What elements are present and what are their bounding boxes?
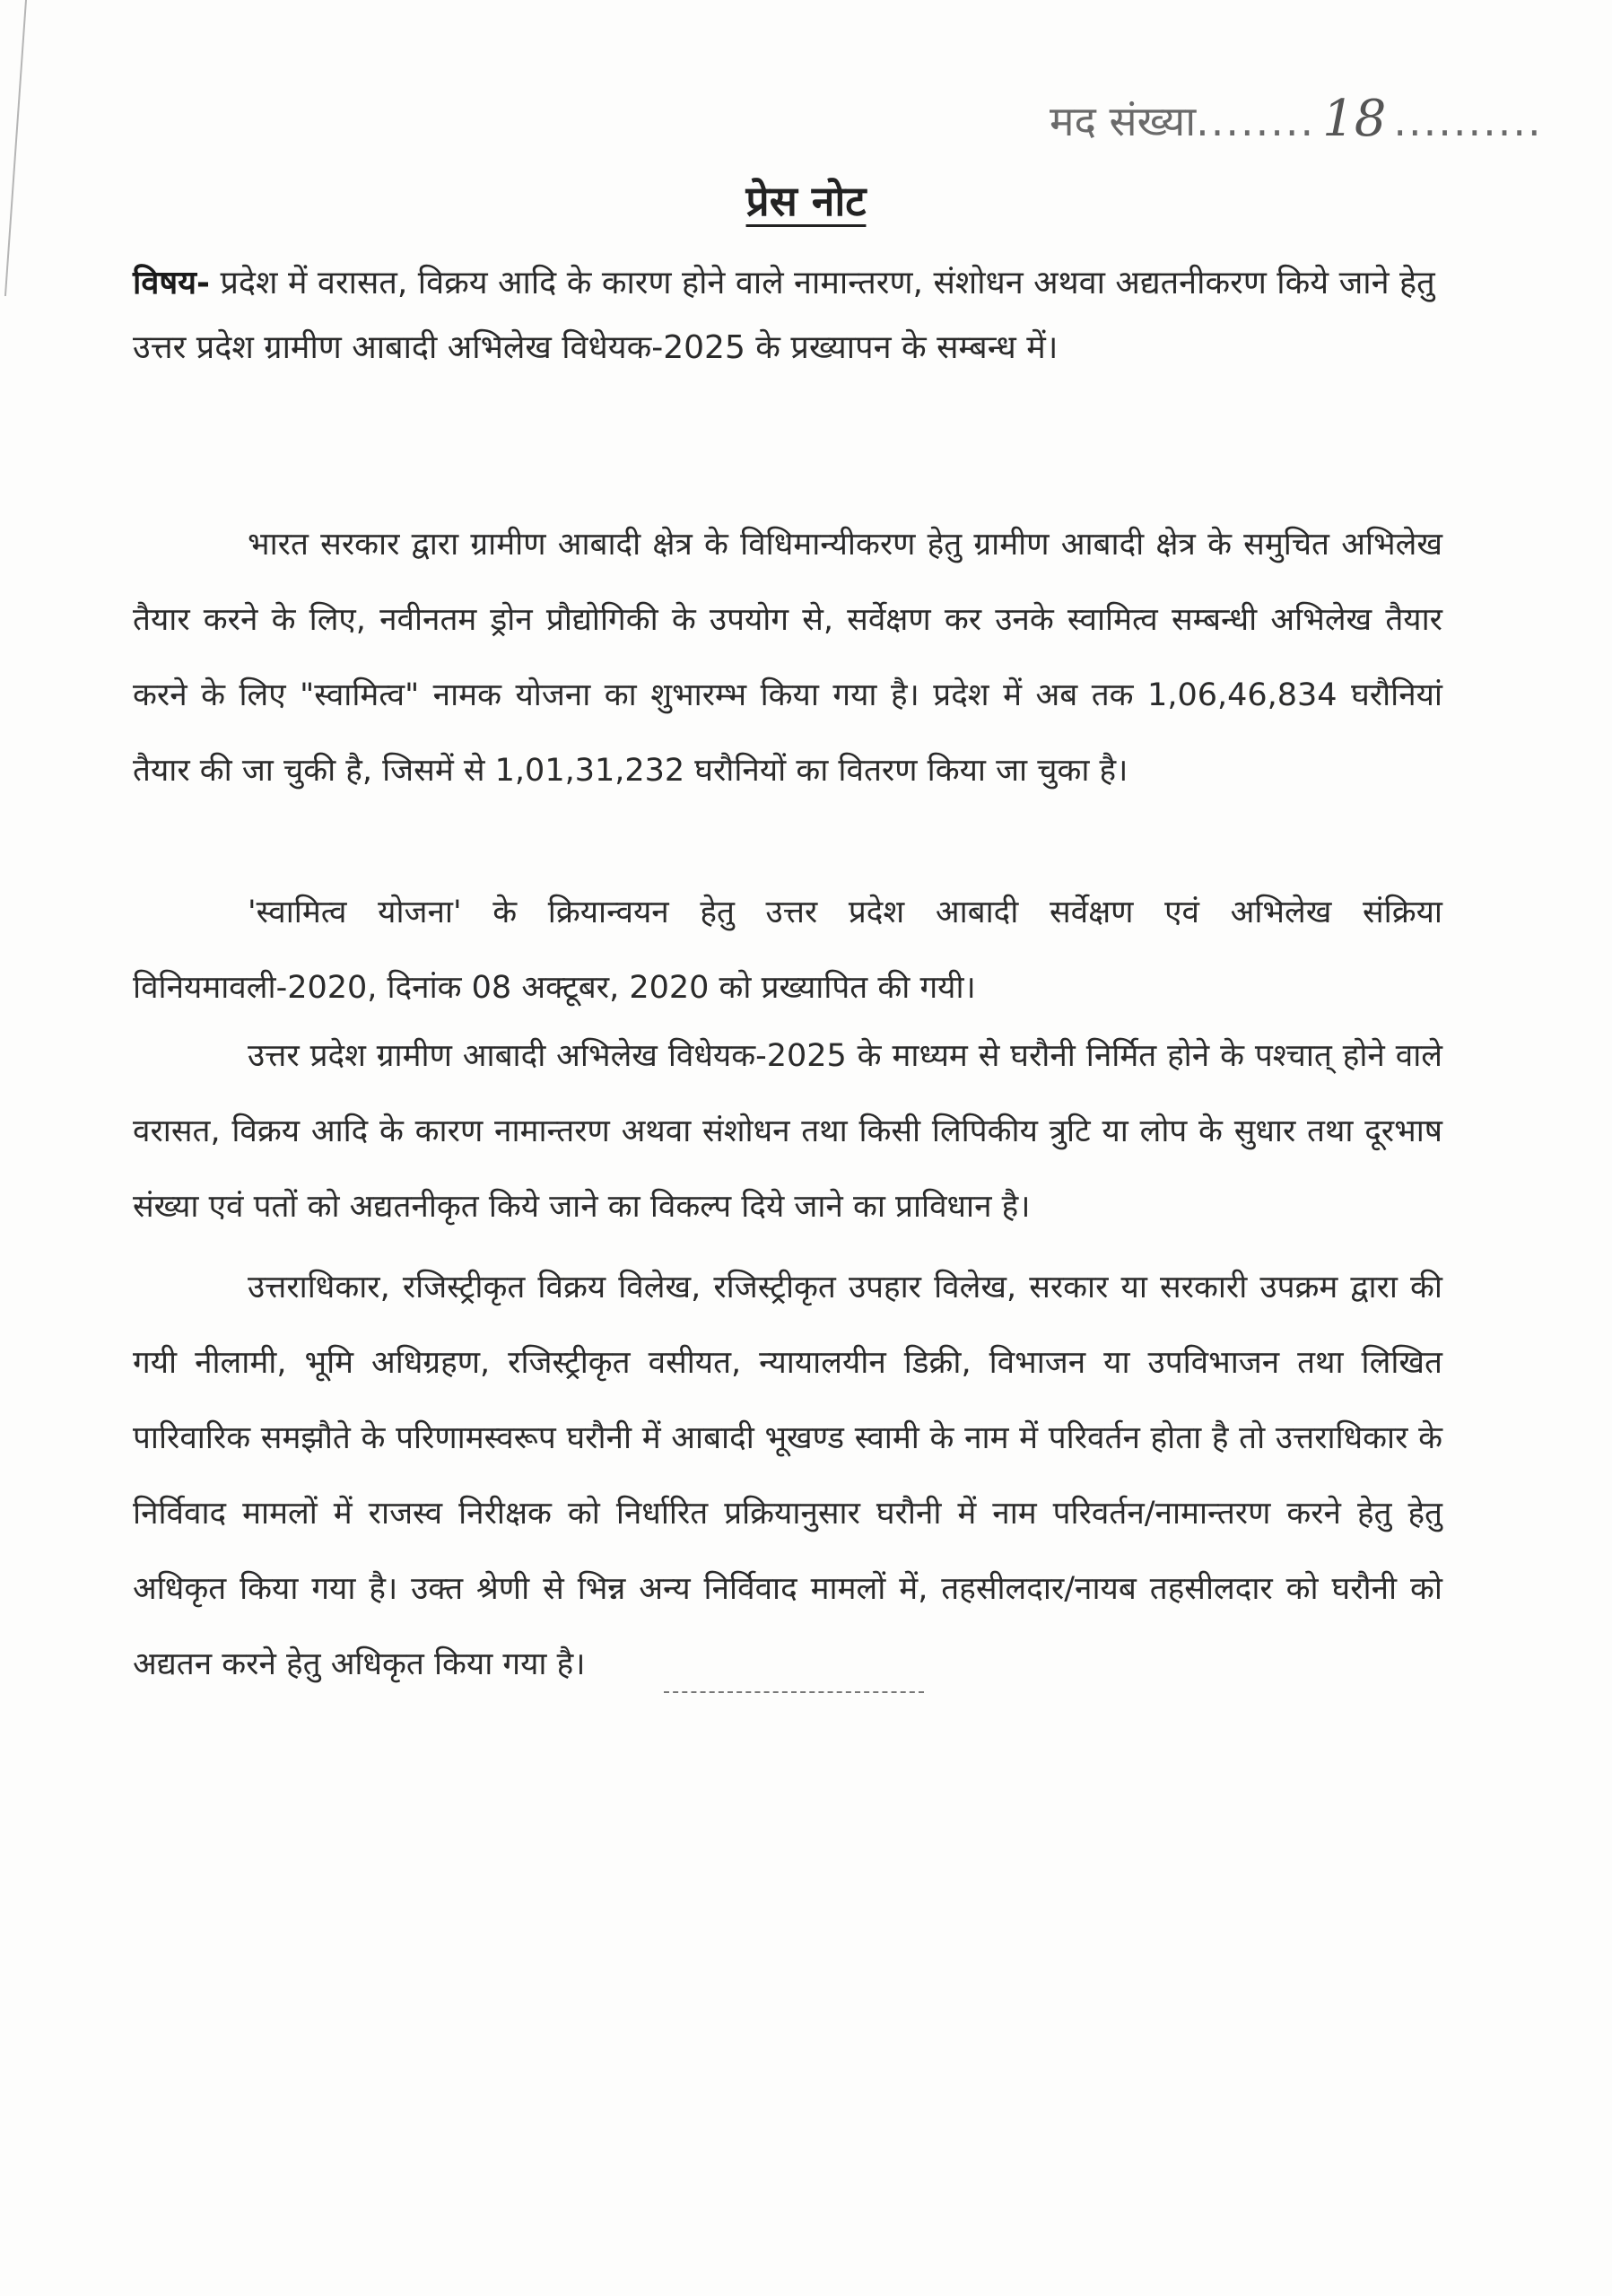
paragraph-svamitva-scheme: भारत सरकार द्वारा ग्रामीण आबादी क्षेत्र के विधिमान्यीकरण हेतु ग्रामीण आबादी क्षेत्र के समुचित अभिलेख तैयार करने के लिए, नवीनतम ड्रोन प्रौद्योगिकी के उपयोग से, सर्वेक्षण कर उनके स्वामित्व सम्बन्धी अभिलेख तैयार करने के लिए "स्वामित्व" नामक योजना का शुभारम्भ किया गया है। प्रदेश में अब तक 1,06,46,834 घरौनियां तैयार की जा चुकी है, जिसमें से 1,01,31,232 घरौनियों का वितरण किया जा चुका है। <box>133 527 1442 789</box>
item-number-dots: ........ <box>1196 97 1316 145</box>
item-number-trailing-dots: .......... <box>1393 97 1543 145</box>
scan-edge-line <box>0 0 27 296</box>
paragraph-regulations-2020: 'स्वामित्व योजना' के क्रियान्वयन हेतु उत्तर प्रदेश आबादी सर्वेक्षण एवं अभिलेख संक्रिया विनियमावली-2020, दिनांक 08 अक्टूबर, 2020 को प्रख्यापित की गयी। <box>133 895 1442 1006</box>
paragraph-bill-provision: उत्तर प्रदेश ग्रामीण आबादी अभिलेख विधेयक-2025 के माध्यम से घरौनी निर्मित होने के पश्चात् होने वाले वरासत, विक्रय आदि के कारण नामान्तरण अथवा संशोधन तथा किसी लिपिकीय त्रुटि या लोप के सुधार तथा दूरभाष संख्या एवं पतों को अद्यतनीकृत किये जाने का विकल्प दिये जाने का प्राविधान है। <box>133 1038 1442 1225</box>
end-divider <box>664 1691 924 1693</box>
subject-text: प्रदेश में वरासत, विक्रय आदि के कारण होने वाले नामान्तरण, संशोधन अथवा अद्यतनीकरण किये जाने हेतु उत्तर प्रदेश ग्रामीण आबादी अभिलेख विधेयक-2025 के प्रख्यापन के सम्बन्ध में। <box>133 265 1435 366</box>
page-title: प्रेस नोट <box>745 177 867 225</box>
subject-block <box>133 251 1442 380</box>
item-number-value: 18 <box>1322 90 1387 148</box>
press-note-title-container <box>0 172 1612 228</box>
item-number-field <box>1050 90 1543 148</box>
item-number-label: मद संख्या <box>1050 97 1197 145</box>
paragraph-authorization: उत्तराधिकार, रजिस्ट्रीकृत विक्रय विलेख, रजिस्ट्रीकृत उपहार विलेख, सरकार या सरकारी उपक्रम द्वारा की गयी नीलामी, भूमि अधिग्रहण, रजिस्ट्रीकृत वसीयत, न्यायालयीन डिक्री, विभाजन या उपविभाजन तथा लिखित पारिवारिक समझौते के परिणामस्वरूप घरौनी में आबादी भूखण्ड स्वामी के नाम में परिवर्तन होता है तो उत्तराधिकार के निर्विवाद मामलों में राजस्व निरीक्षक को निर्धारित प्रक्रियानुसार घरौनी में नाम परिवर्तन/नामान्तरण करने हेतु हेतु अधिकृत किया गया है। उक्त श्रेणी से भिन्न अन्य निर्विवाद मामलों में, तहसीलदार/नायब तहसीलदार को घरौनी को अद्यतन करने हेतु अधिकृत किया गया है। <box>133 1270 1442 1682</box>
subject-label: विषय- <box>133 265 210 301</box>
